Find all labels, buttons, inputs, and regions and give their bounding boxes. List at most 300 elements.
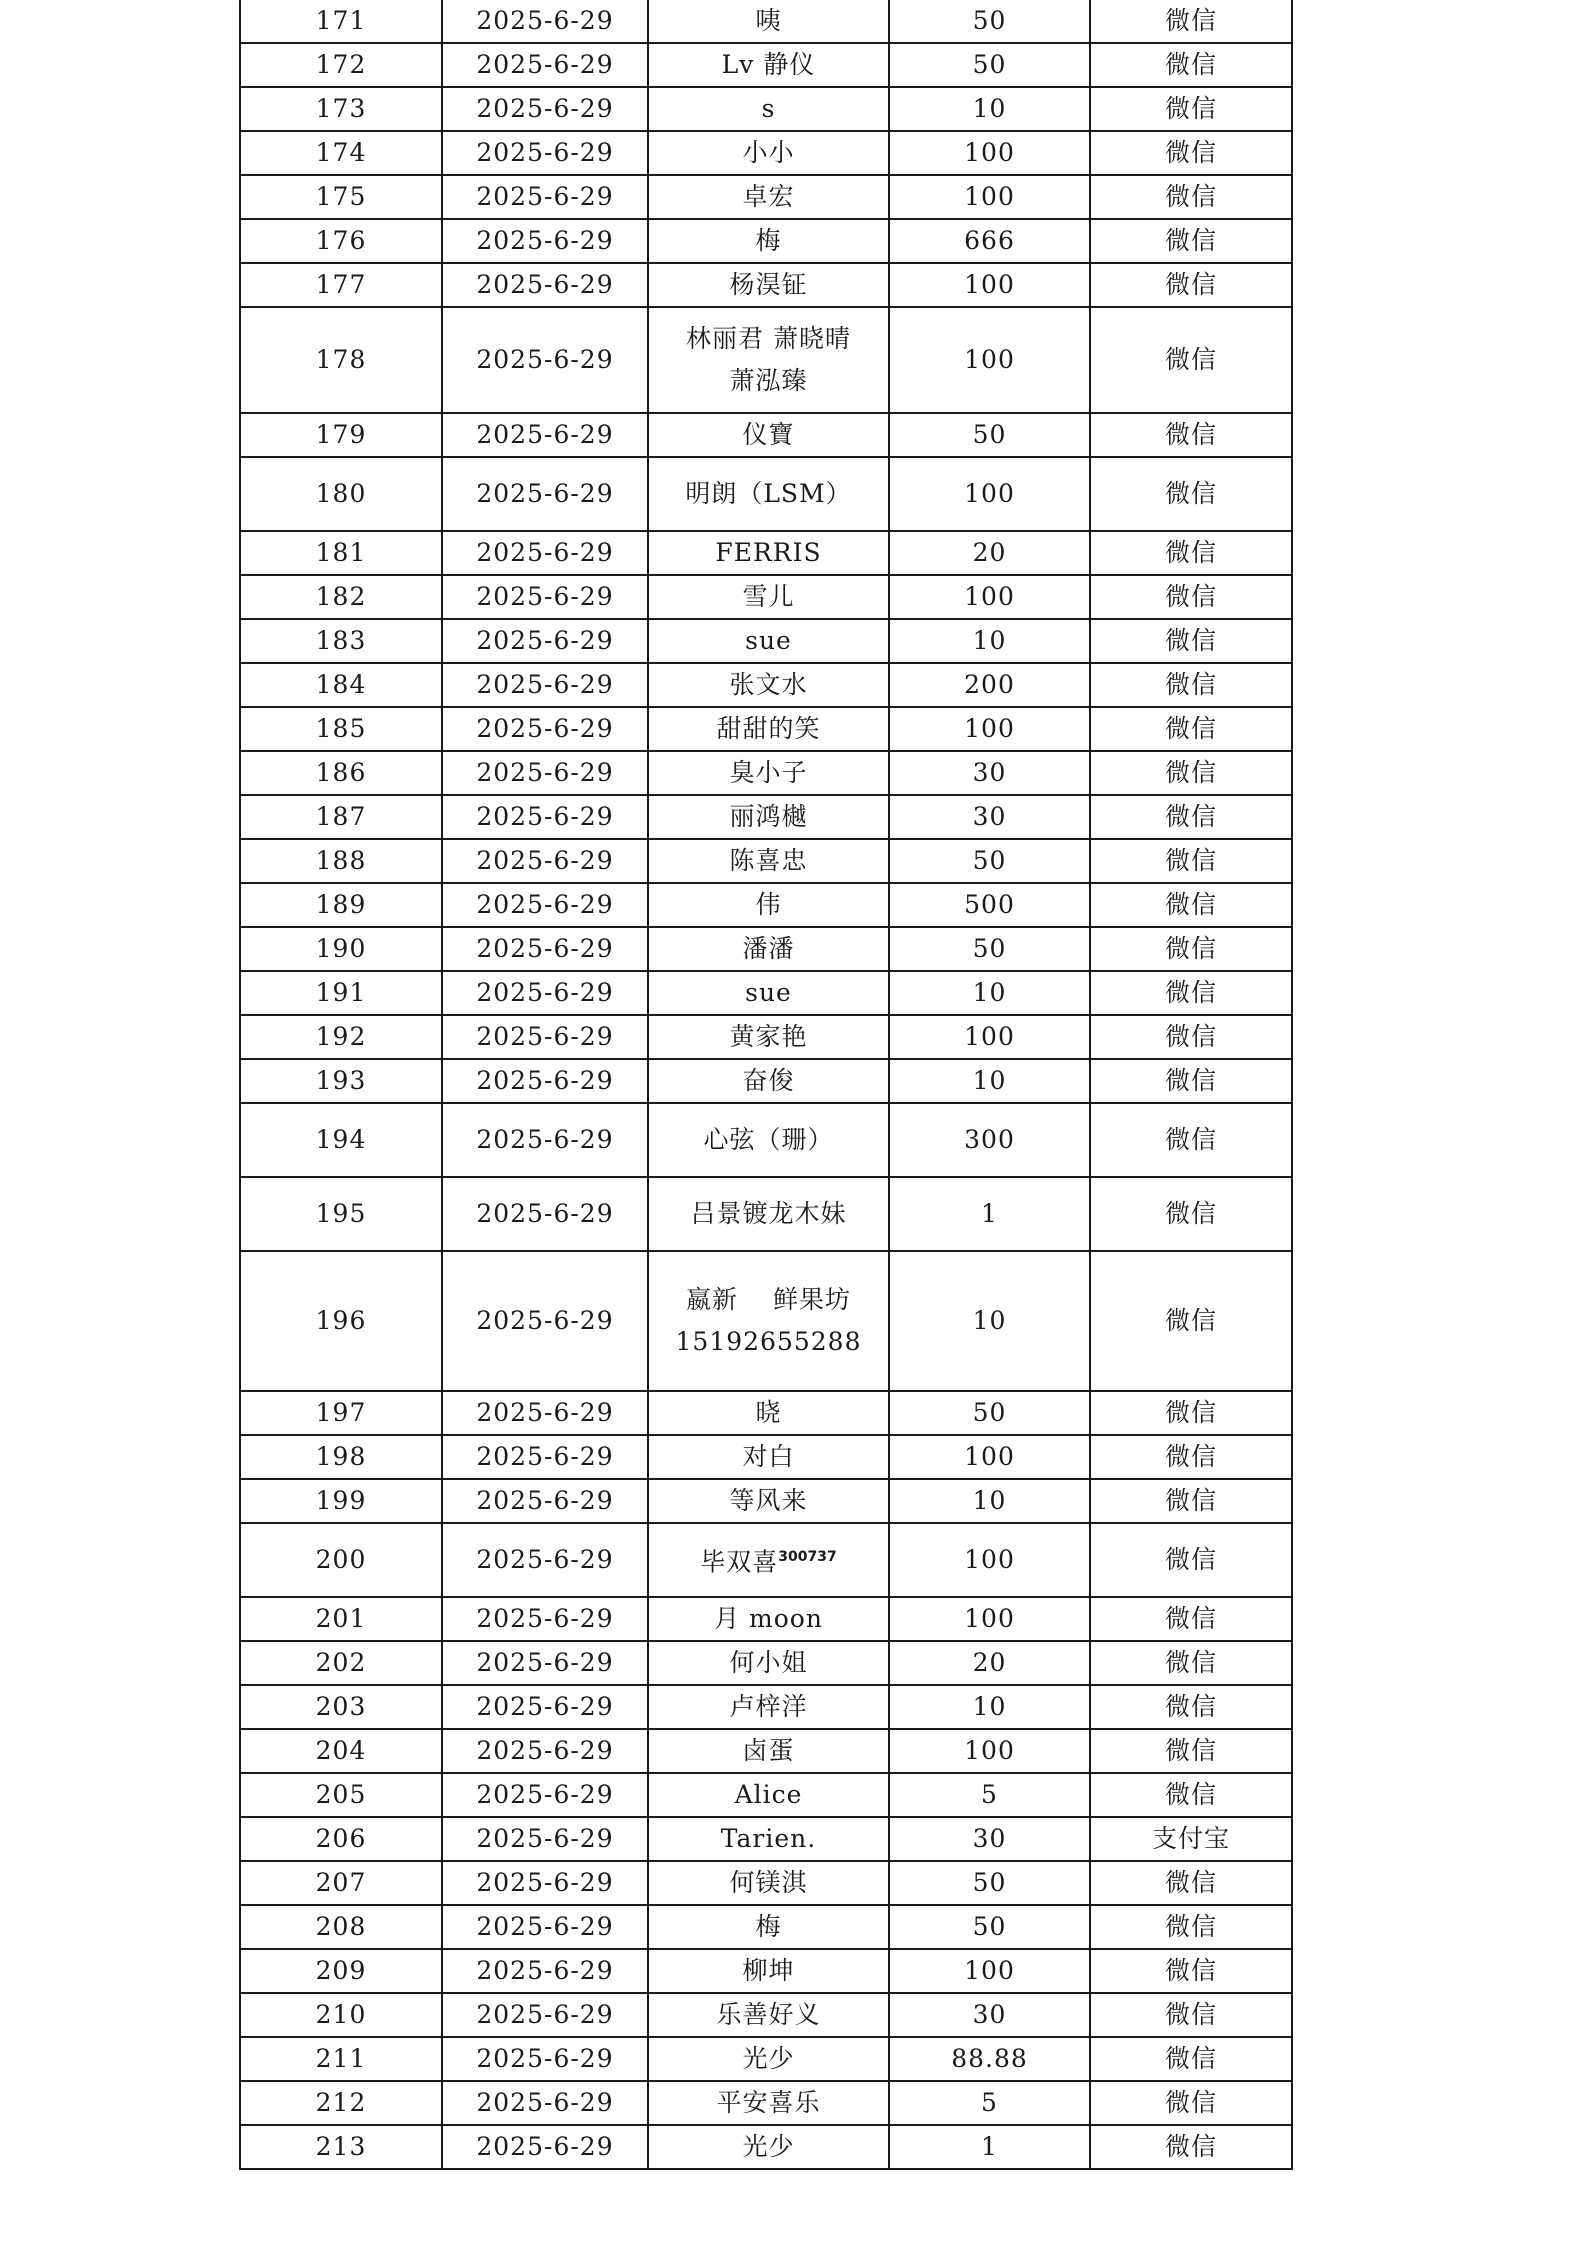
amount-cell xyxy=(889,219,1090,263)
payment-method-cell xyxy=(1090,1641,1292,1685)
date-text: 2025-6-29 xyxy=(476,714,614,743)
donor-name-text: 梅 xyxy=(755,226,782,255)
row-number-cell xyxy=(240,883,442,927)
date-cell xyxy=(442,1015,648,1059)
donor-name-cell xyxy=(648,1685,889,1729)
row-number-cell xyxy=(240,751,442,795)
date-cell xyxy=(442,1479,648,1523)
table-row xyxy=(240,1435,1292,1479)
row-number-text: 174 xyxy=(315,138,367,167)
donor-name-text: 伟 xyxy=(755,890,782,919)
donor-name-text: 雪儿 xyxy=(742,582,795,611)
amount-text: 30 xyxy=(972,2000,1007,2029)
payment-method-cell xyxy=(1090,1817,1292,1861)
table-row xyxy=(240,1059,1292,1103)
donor-name-cell xyxy=(648,131,889,175)
date-text: 2025-6-29 xyxy=(476,670,614,699)
amount-cell xyxy=(889,2125,1090,2169)
table-row xyxy=(240,883,1292,927)
table-row xyxy=(240,413,1292,457)
row-number-text: 204 xyxy=(315,1736,367,1765)
row-number-text: 175 xyxy=(315,182,367,211)
donor-name-cell xyxy=(648,619,889,663)
table-row xyxy=(240,531,1292,575)
payment-method-text: 微信 xyxy=(1164,978,1217,1007)
table-row xyxy=(240,1861,1292,1905)
row-number-cell xyxy=(240,795,442,839)
row-number-text: 192 xyxy=(315,1022,367,1051)
row-number-text: 181 xyxy=(315,538,367,567)
row-number-text: 179 xyxy=(315,420,367,449)
amount-text: 100 xyxy=(964,1545,1015,1574)
donor-name-cell xyxy=(648,1773,889,1817)
date-cell xyxy=(442,707,648,751)
payment-method-cell xyxy=(1090,175,1292,219)
payment-method-cell xyxy=(1090,1391,1292,1435)
table-row xyxy=(240,1015,1292,1059)
table-row xyxy=(240,1597,1292,1641)
donor-name-text: 小小 xyxy=(742,138,795,167)
donor-name-text: 月 moon xyxy=(714,1604,823,1633)
date-text: 2025-6-29 xyxy=(476,6,614,35)
donor-name-text: 甜甜的笑 xyxy=(716,714,821,743)
donor-name-text: 林丽君 萧晓晴 萧泓臻 xyxy=(686,324,851,395)
payment-method-cell xyxy=(1090,307,1292,413)
donor-name-cell xyxy=(648,263,889,307)
amount-text: 100 xyxy=(964,1956,1015,1985)
amount-cell xyxy=(889,883,1090,927)
row-number-text: 207 xyxy=(315,1868,367,1897)
payment-method-cell xyxy=(1090,1177,1292,1251)
date-text: 2025-6-29 xyxy=(476,138,614,167)
row-number-text: 194 xyxy=(315,1125,367,1154)
payment-method-text: 微信 xyxy=(1164,1066,1217,1095)
amount-cell xyxy=(889,1391,1090,1435)
table-row xyxy=(240,927,1292,971)
payment-method-text: 微信 xyxy=(1164,420,1217,449)
amount-text: 50 xyxy=(972,6,1007,35)
amount-cell xyxy=(889,0,1090,43)
payment-method-text: 微信 xyxy=(1164,846,1217,875)
payment-method-text: 微信 xyxy=(1164,890,1217,919)
amount-text: 10 xyxy=(972,626,1007,655)
payment-method-cell xyxy=(1090,663,1292,707)
amount-text: 10 xyxy=(972,1486,1007,1515)
date-text: 2025-6-29 xyxy=(476,420,614,449)
table-row xyxy=(240,219,1292,263)
donor-name-text: 黄家艳 xyxy=(729,1022,808,1051)
donor-name-cell xyxy=(648,751,889,795)
amount-cell xyxy=(889,175,1090,219)
payment-method-cell xyxy=(1090,0,1292,43)
donor-name-cell xyxy=(648,883,889,927)
table-row xyxy=(240,839,1292,883)
row-number-cell xyxy=(240,927,442,971)
row-number-text: 212 xyxy=(315,2088,367,2117)
row-number-text: 183 xyxy=(315,626,367,655)
row-number-text: 177 xyxy=(315,270,367,299)
table-row xyxy=(240,1391,1292,1435)
row-number-text: 202 xyxy=(315,1648,367,1677)
payment-method-cell xyxy=(1090,2037,1292,2081)
donor-name-cell xyxy=(648,1177,889,1251)
row-number-text: 178 xyxy=(315,345,367,374)
donor-name-text: 光少 xyxy=(742,2132,795,2161)
date-text: 2025-6-29 xyxy=(476,1022,614,1051)
amount-text: 50 xyxy=(972,1398,1007,1427)
amount-text: 50 xyxy=(972,846,1007,875)
amount-cell xyxy=(889,43,1090,87)
donor-name-text: 等风来 xyxy=(729,1486,808,1515)
row-number-text: 172 xyxy=(315,50,367,79)
amount-text: 100 xyxy=(964,182,1015,211)
amount-cell xyxy=(889,1479,1090,1523)
row-number-text: 171 xyxy=(315,6,367,35)
date-text: 2025-6-29 xyxy=(476,1066,614,1095)
payment-method-cell xyxy=(1090,1597,1292,1641)
date-cell xyxy=(442,1641,648,1685)
row-number-text: 199 xyxy=(315,1486,367,1515)
donor-name-text: Lv 静仪 xyxy=(721,50,816,79)
amount-text: 666 xyxy=(964,226,1015,255)
row-number-cell xyxy=(240,1059,442,1103)
donor-name-text: 臭小子 xyxy=(729,758,808,787)
row-number-text: 176 xyxy=(315,226,367,255)
payment-method-cell xyxy=(1090,1729,1292,1773)
payment-method-text: 微信 xyxy=(1164,1022,1217,1051)
date-text: 2025-6-29 xyxy=(476,1692,614,1721)
amount-cell xyxy=(889,575,1090,619)
row-number-text: 186 xyxy=(315,758,367,787)
payment-method-cell xyxy=(1090,457,1292,531)
donor-name-text: Tarien. xyxy=(720,1824,817,1853)
donor-name-text: 嬴新 鲜果坊 15192655288 xyxy=(675,1285,862,1356)
payment-method-text: 微信 xyxy=(1164,714,1217,743)
date-cell xyxy=(442,413,648,457)
amount-cell xyxy=(889,1523,1090,1597)
donor-name-text: 卢梓洋 xyxy=(729,1692,808,1721)
table-row xyxy=(240,795,1292,839)
payment-method-text: 微信 xyxy=(1164,182,1217,211)
amount-cell xyxy=(889,795,1090,839)
date-text: 2025-6-29 xyxy=(476,978,614,1007)
date-text: 2025-6-29 xyxy=(476,1199,614,1228)
date-cell xyxy=(442,1773,648,1817)
donor-name-cell xyxy=(648,1861,889,1905)
donor-name-cell xyxy=(648,531,889,575)
row-number-cell xyxy=(240,263,442,307)
table-row xyxy=(240,619,1292,663)
payment-method-cell xyxy=(1090,971,1292,1015)
amount-cell xyxy=(889,1905,1090,1949)
payment-method-cell xyxy=(1090,2081,1292,2125)
row-number-text: 203 xyxy=(315,1692,367,1721)
payment-method-cell xyxy=(1090,927,1292,971)
date-cell xyxy=(442,175,648,219)
donation-table xyxy=(239,0,1293,2170)
row-number-text: 188 xyxy=(315,846,367,875)
table-row xyxy=(240,1177,1292,1251)
amount-cell xyxy=(889,1103,1090,1177)
date-text: 2025-6-29 xyxy=(476,934,614,963)
amount-text: 200 xyxy=(964,670,1015,699)
row-number-text: 206 xyxy=(315,1824,367,1853)
table-row xyxy=(240,43,1292,87)
amount-text: 20 xyxy=(972,1648,1007,1677)
row-number-text: 189 xyxy=(315,890,367,919)
payment-method-cell xyxy=(1090,219,1292,263)
payment-method-text: 微信 xyxy=(1164,1736,1217,1765)
donor-name-cell xyxy=(648,175,889,219)
payment-method-text: 微信 xyxy=(1164,1912,1217,1941)
amount-cell xyxy=(889,707,1090,751)
table-row xyxy=(240,2125,1292,2169)
date-cell xyxy=(442,1523,648,1597)
table-row xyxy=(240,263,1292,307)
donor-name-text: 丽鸿樾 xyxy=(729,802,808,831)
table-row xyxy=(240,1993,1292,2037)
payment-method-text: 微信 xyxy=(1164,479,1217,508)
row-number-cell xyxy=(240,87,442,131)
amount-text: 10 xyxy=(972,1306,1007,1335)
payment-method-cell xyxy=(1090,131,1292,175)
date-cell xyxy=(442,1817,648,1861)
amount-cell xyxy=(889,1251,1090,1391)
date-cell xyxy=(442,2081,648,2125)
payment-method-text: 微信 xyxy=(1164,226,1217,255)
amount-cell xyxy=(889,2081,1090,2125)
row-number-text: 196 xyxy=(315,1306,367,1335)
row-number-text: 208 xyxy=(315,1912,367,1941)
payment-method-text: 微信 xyxy=(1164,94,1217,123)
payment-method-text: 微信 xyxy=(1164,1199,1217,1228)
row-number-cell xyxy=(240,1685,442,1729)
date-text: 2025-6-29 xyxy=(476,890,614,919)
table-row xyxy=(240,2037,1292,2081)
row-number-text: 191 xyxy=(315,978,367,1007)
row-number-cell xyxy=(240,1861,442,1905)
amount-cell xyxy=(889,1641,1090,1685)
payment-method-cell xyxy=(1090,1479,1292,1523)
date-cell xyxy=(442,619,648,663)
donor-name-cell xyxy=(648,413,889,457)
date-text: 2025-6-29 xyxy=(476,1824,614,1853)
amount-cell xyxy=(889,751,1090,795)
donor-name-cell xyxy=(648,2125,889,2169)
table-row xyxy=(240,751,1292,795)
date-text: 2025-6-29 xyxy=(476,182,614,211)
amount-text: 5 xyxy=(981,1780,998,1809)
row-number-cell xyxy=(240,413,442,457)
payment-method-cell xyxy=(1090,2125,1292,2169)
row-number-cell xyxy=(240,219,442,263)
donor-name-superscript: 300737 xyxy=(778,1549,837,1566)
table-row xyxy=(240,175,1292,219)
amount-text: 50 xyxy=(972,934,1007,963)
payment-method-text: 微信 xyxy=(1164,758,1217,787)
date-text: 2025-6-29 xyxy=(476,479,614,508)
row-number-cell xyxy=(240,1729,442,1773)
row-number-cell xyxy=(240,307,442,413)
date-text: 2025-6-29 xyxy=(476,1442,614,1471)
date-cell xyxy=(442,87,648,131)
date-cell xyxy=(442,1949,648,1993)
amount-text: 1 xyxy=(981,1199,998,1228)
date-text: 2025-6-29 xyxy=(476,1398,614,1427)
date-text: 2025-6-29 xyxy=(476,1306,614,1335)
amount-text: 100 xyxy=(964,1442,1015,1471)
donor-name-text: 光少 xyxy=(742,2044,795,2073)
row-number-cell xyxy=(240,1641,442,1685)
table-row xyxy=(240,1905,1292,1949)
donor-name-text: 奋俊 xyxy=(742,1066,795,1095)
amount-text: 88.88 xyxy=(951,2044,1028,2073)
payment-method-text: 微信 xyxy=(1164,1868,1217,1897)
payment-method-cell xyxy=(1090,1861,1292,1905)
row-number-cell xyxy=(240,1479,442,1523)
donor-name-cell xyxy=(648,927,889,971)
donor-name-cell xyxy=(648,1817,889,1861)
donor-name-text: FERRIS xyxy=(715,538,822,567)
payment-method-cell xyxy=(1090,1773,1292,1817)
payment-method-cell xyxy=(1090,263,1292,307)
row-number-text: 209 xyxy=(315,1956,367,1985)
table-row xyxy=(240,0,1292,43)
table-row xyxy=(240,575,1292,619)
row-number-cell xyxy=(240,1597,442,1641)
payment-method-text: 微信 xyxy=(1164,6,1217,35)
amount-text: 100 xyxy=(964,270,1015,299)
table-row xyxy=(240,1479,1292,1523)
payment-method-text: 微信 xyxy=(1164,802,1217,831)
payment-method-text: 微信 xyxy=(1164,538,1217,567)
date-text: 2025-6-29 xyxy=(476,226,614,255)
row-number-cell xyxy=(240,2037,442,2081)
donor-name-cell xyxy=(648,457,889,531)
date-text: 2025-6-29 xyxy=(476,1545,614,1574)
amount-text: 100 xyxy=(964,1022,1015,1051)
date-text: 2025-6-29 xyxy=(476,94,614,123)
row-number-text: 211 xyxy=(315,2044,367,2073)
row-number-cell xyxy=(240,1251,442,1391)
row-number-text: 200 xyxy=(315,1545,367,1574)
row-number-cell xyxy=(240,43,442,87)
table-row xyxy=(240,1685,1292,1729)
amount-cell xyxy=(889,971,1090,1015)
row-number-text: 182 xyxy=(315,582,367,611)
donor-name-cell xyxy=(648,1993,889,2037)
date-cell xyxy=(442,971,648,1015)
date-text: 2025-6-29 xyxy=(476,2044,614,2073)
donor-name-text: Alice xyxy=(734,1780,803,1809)
row-number-cell xyxy=(240,1391,442,1435)
row-number-cell xyxy=(240,1817,442,1861)
donor-name-text: 明朗（LSM） xyxy=(685,479,852,508)
date-cell xyxy=(442,2125,648,2169)
donor-name-text: 仪寶 xyxy=(742,420,795,449)
payment-method-text: 支付宝 xyxy=(1151,1824,1230,1853)
table-row xyxy=(240,1523,1292,1597)
row-number-cell xyxy=(240,1993,442,2037)
table-row xyxy=(240,2081,1292,2125)
row-number-text: 197 xyxy=(315,1398,367,1427)
date-cell xyxy=(442,1059,648,1103)
date-cell xyxy=(442,43,648,87)
donor-name-cell xyxy=(648,1015,889,1059)
row-number-text: 184 xyxy=(315,670,367,699)
amount-cell xyxy=(889,131,1090,175)
donor-name-text: sue xyxy=(745,626,792,655)
donor-name-text: 梅 xyxy=(755,1912,782,1941)
date-cell xyxy=(442,663,648,707)
row-number-cell xyxy=(240,1905,442,1949)
table-row xyxy=(240,131,1292,175)
date-text: 2025-6-29 xyxy=(476,538,614,567)
amount-cell xyxy=(889,927,1090,971)
donor-name-text: 吕景镀龙木妹 xyxy=(690,1199,847,1228)
payment-method-cell xyxy=(1090,883,1292,927)
amount-text: 10 xyxy=(972,94,1007,123)
table-row xyxy=(240,1949,1292,1993)
donor-name-text: 何小姐 xyxy=(729,1648,808,1677)
payment-method-text: 微信 xyxy=(1164,934,1217,963)
payment-method-cell xyxy=(1090,619,1292,663)
donor-name-cell xyxy=(648,1641,889,1685)
row-number-cell xyxy=(240,1015,442,1059)
donor-name-cell xyxy=(648,219,889,263)
amount-text: 20 xyxy=(972,538,1007,567)
row-number-cell xyxy=(240,707,442,751)
payment-method-text: 微信 xyxy=(1164,1545,1217,1574)
date-cell xyxy=(442,1177,648,1251)
payment-method-text: 微信 xyxy=(1164,1125,1217,1154)
table-row xyxy=(240,1103,1292,1177)
amount-cell xyxy=(889,1015,1090,1059)
payment-method-text: 微信 xyxy=(1164,270,1217,299)
amount-cell xyxy=(889,619,1090,663)
date-cell xyxy=(442,575,648,619)
payment-method-cell xyxy=(1090,575,1292,619)
payment-method-text: 微信 xyxy=(1164,2000,1217,2029)
row-number-text: 213 xyxy=(315,2132,367,2161)
amount-cell xyxy=(889,1993,1090,2037)
amount-text: 10 xyxy=(972,1066,1007,1095)
donor-name-text: 毕双喜 xyxy=(700,1547,779,1577)
date-cell xyxy=(442,219,648,263)
date-cell xyxy=(442,0,648,43)
date-cell xyxy=(442,531,648,575)
row-number-text: 180 xyxy=(315,479,367,508)
row-number-cell xyxy=(240,175,442,219)
date-text: 2025-6-29 xyxy=(476,1486,614,1515)
payment-method-cell xyxy=(1090,1015,1292,1059)
donor-name-cell xyxy=(648,2081,889,2125)
donor-name-text: 柳坤 xyxy=(742,1956,795,1985)
donor-name-text: 心弦（珊） xyxy=(703,1125,834,1154)
table-row xyxy=(240,1817,1292,1861)
payment-method-text: 微信 xyxy=(1164,2132,1217,2161)
payment-method-cell xyxy=(1090,413,1292,457)
donor-name-cell xyxy=(648,1103,889,1177)
amount-text: 100 xyxy=(964,582,1015,611)
donor-name-cell xyxy=(648,1059,889,1103)
amount-cell xyxy=(889,663,1090,707)
payment-method-text: 微信 xyxy=(1164,1306,1217,1335)
date-cell xyxy=(442,2037,648,2081)
date-cell xyxy=(442,795,648,839)
donor-name-cell xyxy=(648,1479,889,1523)
amount-text: 100 xyxy=(964,138,1015,167)
